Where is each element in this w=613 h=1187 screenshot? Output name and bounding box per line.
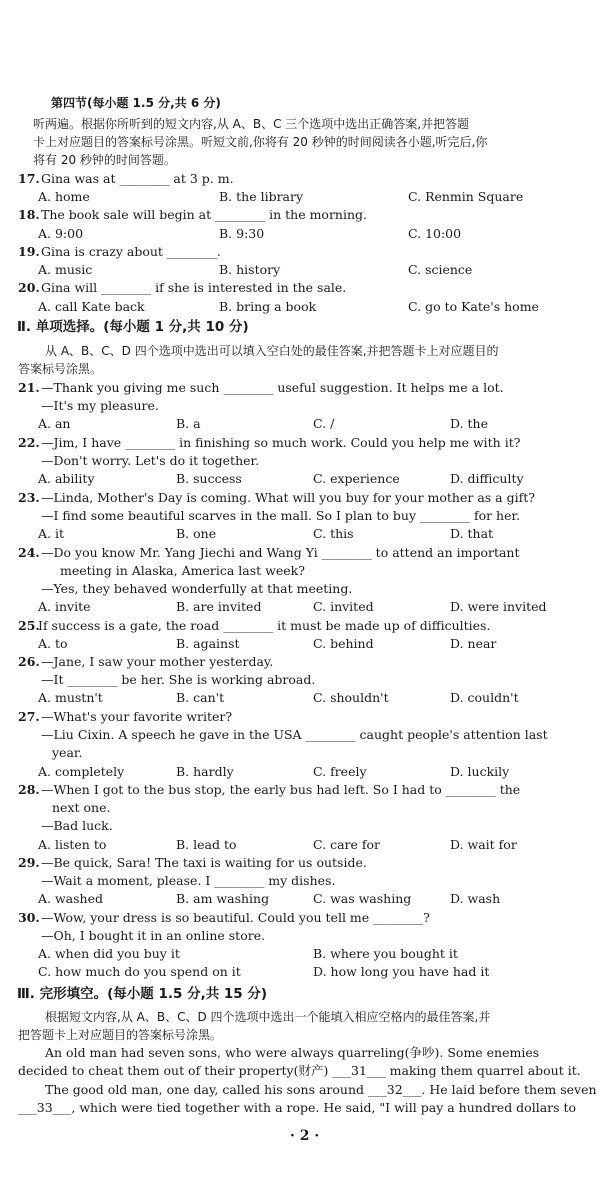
q30-option-b: B. where you bought it [313, 946, 458, 961]
passage-line-4: ___33___, which were tied together with a rope. He said, "I will pay a hundred dollars to [18, 1100, 577, 1115]
q30-option-a: A. when did you buy it [38, 946, 180, 961]
q26-line-2: —It ________ be her. She is working abroad. [41, 672, 316, 687]
q27-line-1: —What's your favorite writer? [41, 709, 233, 724]
q23-option-a: A. it [38, 526, 64, 541]
q27-option-a: A. completely [38, 764, 125, 779]
q30-line-2: —Oh, I bought it in an online store. [41, 928, 266, 943]
q24-option-c: C. invited [313, 599, 374, 614]
part2-instr-2: 答案标号涂黑。 [18, 362, 103, 376]
q19-option-c: C. science [408, 262, 473, 277]
q29-option-d: D. wash [450, 891, 501, 906]
part3-instr-2: 把答题卡上对应题目的答案标号涂黑。 [18, 1028, 223, 1042]
q22-option-b: B. success [176, 471, 242, 486]
q20-option-b: B. bring a book [219, 299, 317, 314]
q19-option-b: B. history [219, 262, 281, 277]
q29-number: 29. [18, 855, 40, 870]
q24-option-b: B. are invited [176, 599, 262, 614]
q24-number: 24. [18, 545, 40, 560]
q25-option-d: D. near [450, 636, 497, 651]
q23-option-c: C. this [313, 526, 354, 541]
q26-option-a: A. mustn't [38, 690, 103, 705]
q29-option-a: A. washed [38, 891, 103, 906]
q17-option-a: A. home [38, 189, 90, 204]
q28-option-c: C. care for [313, 837, 380, 852]
q25-option-a: A. to [38, 636, 68, 651]
q27-option-d: D. luckily [450, 764, 510, 779]
passage-line-1: An old man had seven sons, who were always quarreling(争吵). Some enemies [45, 1045, 540, 1060]
q18-option-c: C. 10:00 [408, 226, 462, 241]
part2-title: Ⅱ. 单项选择。(每小题 1 分,共 10 分) [17, 319, 249, 335]
passage-line-2: decided to cheat them out of their property(财产) ___31___ making them quarrel about it. [18, 1063, 581, 1078]
q22-option-d: D. difficulty [450, 471, 524, 486]
q29-option-c: C. was washing [313, 891, 412, 906]
q22-option-c: C. experience [313, 471, 400, 486]
q23-option-b: B. one [176, 526, 217, 541]
q28-option-a: A. listen to [38, 837, 107, 852]
q25-number: 25. [18, 618, 40, 633]
part3-title: Ⅲ. 完形填空。(每小题 1.5 分,共 15 分) [17, 986, 268, 1002]
q22-line-2: —Don't worry. Let's do it together. [41, 453, 260, 468]
q25-option-b: B. against [176, 636, 240, 651]
q29-line-1: —Be quick, Sara! The taxi is waiting for us outside. [41, 855, 367, 870]
q21-number: 21. [18, 380, 40, 395]
q20-option-a: A. call Kate back [38, 299, 145, 314]
q24-line-2: meeting in Alaska, America last week? [60, 563, 305, 578]
q17-stem: Gina was at ________ at 3 p. m. [41, 171, 234, 186]
page-number: · 2 · [290, 1128, 320, 1144]
q17-option-c: C. Renmin Square [408, 189, 524, 204]
q23-line-1: —Linda, Mother's Day is coming. What will you buy for your mother as a gift? [41, 490, 535, 505]
q25-option-c: C. behind [313, 636, 374, 651]
q21-option-c: C. / [313, 416, 335, 431]
q24-line-1: —Do you know Mr. Yang Jiechi and Wang Yi ________ to attend an important [41, 545, 520, 560]
q25-line-1: If success is a gate, the road ________ it must be made up of difficulties. [38, 618, 491, 633]
section4-instr-2: 卡上对应题目的答案标号涂黑。听短文前,你将有 20 秒钟的时间阅读各小题,听完后,你 [33, 135, 488, 149]
q17-option-b: B. the library [219, 189, 304, 204]
q30-option-d: D. how long you have had it [313, 964, 490, 979]
q19-number: 19. [18, 244, 40, 259]
q27-line-3: year. [52, 745, 83, 760]
q24-line-3: —Yes, they behaved wonderfully at that meeting. [41, 581, 353, 596]
q24-option-a: A. invite [38, 599, 91, 614]
q22-option-a: A. ability [38, 471, 95, 486]
q29-line-2: —Wait a moment, please. I ________ my dishes. [41, 873, 336, 888]
q28-number: 28. [18, 782, 40, 797]
q29-option-b: B. am washing [176, 891, 270, 906]
q22-line-1: —Jim, I have ________ in finishing so much work. Could you help me with it? [41, 435, 521, 450]
q20-option-c: C. go to Kate's home [408, 299, 539, 314]
section4-instr-1: 听两遍。根据你所听到的短文内容,从 A、B、C 三个选项中选出正确答案,并把答题 [33, 117, 470, 131]
q27-option-b: B. hardly [176, 764, 234, 779]
q22-number: 22. [18, 435, 40, 450]
q23-number: 23. [18, 490, 40, 505]
q28-option-b: B. lead to [176, 837, 237, 852]
q26-number: 26. [18, 654, 40, 669]
q26-option-c: C. shouldn't [313, 690, 389, 705]
q21-line-1: —Thank you giving me such ________ useful suggestion. It helps me a lot. [41, 380, 504, 395]
q26-line-1: —Jane, I saw your mother yesterday. [41, 654, 274, 669]
q20-stem: Gina will ________ if she is interested in the sale. [41, 280, 347, 295]
q28-line-2: next one. [52, 800, 111, 815]
q27-option-c: C. freely [313, 764, 367, 779]
q18-option-b: B. 9:30 [219, 226, 265, 241]
section4-title: 第四节(每小题 1.5 分,共 6 分) [51, 96, 221, 110]
q26-option-b: B. can't [176, 690, 225, 705]
part3-instr-1: 根据短文内容,从 A、B、C、D 四个选项中选出一个能填入相应空格内的最佳答案,并 [45, 1010, 491, 1024]
q21-option-b: B. a [176, 416, 201, 431]
q21-line-2: —It's my pleasure. [41, 398, 159, 413]
q30-option-c: C. how much do you spend on it [38, 964, 241, 979]
q28-line-1: —When I got to the bus stop, the early bus had left. So I had to ________ the [41, 782, 521, 797]
q18-number: 18. [18, 207, 40, 222]
q30-number: 30. [18, 910, 40, 925]
q19-option-a: A. music [38, 262, 93, 277]
q21-option-d: D. the [450, 416, 488, 431]
q21-option-a: A. an [38, 416, 71, 431]
q30-line-1: —Wow, your dress is so beautiful. Could you tell me ________? [41, 910, 430, 925]
q28-line-3: —Bad luck. [41, 818, 113, 833]
q23-option-d: D. that [450, 526, 494, 541]
q26-option-d: D. couldn't [450, 690, 519, 705]
q20-number: 20. [18, 280, 40, 295]
q27-line-2: —Liu Cixin. A speech he gave in the USA ________ caught people's attention last [41, 727, 548, 742]
q27-number: 27. [18, 709, 40, 724]
q23-line-2: —I find some beautiful scarves in the mall. So I plan to buy ________ for her. [41, 508, 521, 523]
q19-stem: Gina is crazy about ________. [41, 244, 221, 259]
q18-option-a: A. 9:00 [38, 226, 84, 241]
q24-option-d: D. were invited [450, 599, 547, 614]
part2-instr-1: 从 A、B、C、D 四个选项中选出可以填入空白处的最佳答案,并把答题卡上对应题目的 [45, 344, 499, 358]
passage-line-3: The good old man, one day, called his sons around ___32___. He laid before them seven [45, 1082, 597, 1097]
q18-stem: The book sale will begin at ________ in the morning. [41, 207, 368, 222]
q28-option-d: D. wait for [450, 837, 517, 852]
section4-instr-3: 将有 20 秒钟的时间答题。 [33, 153, 176, 167]
q17-number: 17. [18, 171, 40, 186]
